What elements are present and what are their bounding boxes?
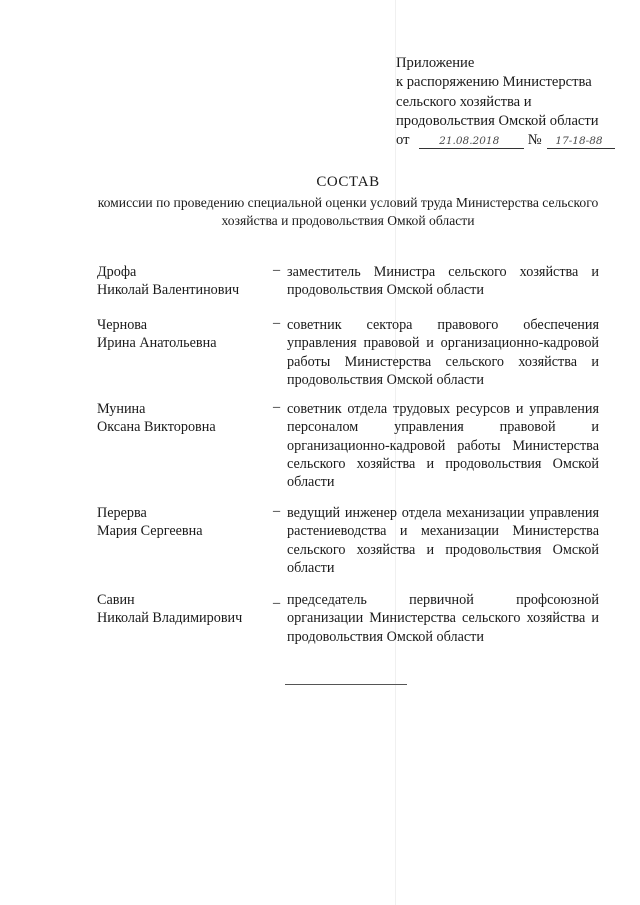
document-title: СОСТАВ (316, 174, 380, 190)
member-given-name: Николай Валентинович (97, 282, 240, 299)
appendix-block (396, 54, 636, 150)
member-role: советник сектора правового обеспечения управления правовой и организационно-кадровой работы Министерства сельского хозяйства и продовольствия Омской области (287, 317, 599, 388)
member-surname: Дрофа (97, 264, 137, 280)
member-role: председатель первичной профсоюзной организации Министерства сельского хозяйства и продовольствия Омской области (287, 592, 599, 645)
member-name (97, 504, 277, 541)
dash-separator: – (273, 262, 281, 278)
member-given-name: Николай Владимирович (97, 610, 243, 627)
member-role: заместитель Министра сельского хозяйства и продовольствия Омской области (287, 264, 599, 299)
member-role: советник отдела трудовых ресурсов и управления персоналом управления правовой и организационно-кадровой работы Министерства сельского хозяйства и продовольствия Омской области (287, 401, 599, 491)
member-surname: Мунина (97, 401, 146, 417)
member-surname: Чернова (97, 317, 148, 333)
member-name (97, 591, 277, 628)
member-surname: Савин (97, 592, 135, 608)
appendix-date-number-row (396, 131, 636, 150)
date-prefix: от (396, 132, 410, 149)
appendix-line: сельского хозяйства и (396, 93, 532, 110)
dash-separator: _ (273, 590, 281, 606)
member-given-name: Ирина Анатольевна (97, 335, 217, 352)
appendix-title: Приложение (396, 55, 475, 71)
dash-separator: – (273, 503, 281, 519)
handwritten-date: 21.08.2018 (419, 134, 524, 149)
subtitle-line: комиссии по проведению специальной оценки условий труда Министерства сельского (97, 195, 599, 210)
closing-separator-line (285, 684, 407, 685)
member-name (97, 263, 277, 300)
member-given-name: Мария Сергеевна (97, 523, 203, 540)
member-name (97, 400, 277, 437)
member-given-name: Оксана Викторовна (97, 419, 216, 436)
subtitle-line: хозяйства и продовольствия Омкой области (221, 212, 475, 228)
document-subtitle (80, 194, 616, 229)
appendix-line: продовольствия Омской области (396, 112, 599, 129)
member-surname: Перерва (97, 505, 147, 521)
appendix-line: к распоряжению Министерства (396, 74, 592, 91)
dash-separator: – (273, 399, 281, 415)
member-name (97, 316, 277, 353)
member-role: ведущий инженер отдела механизации управления растениеводства и механизации Министерства сельского хозяйства и продовольствия Омской области (287, 505, 599, 576)
dash-separator: – (273, 315, 281, 331)
number-prefix: № (527, 132, 542, 149)
handwritten-number: 17-18-88 (547, 134, 615, 149)
